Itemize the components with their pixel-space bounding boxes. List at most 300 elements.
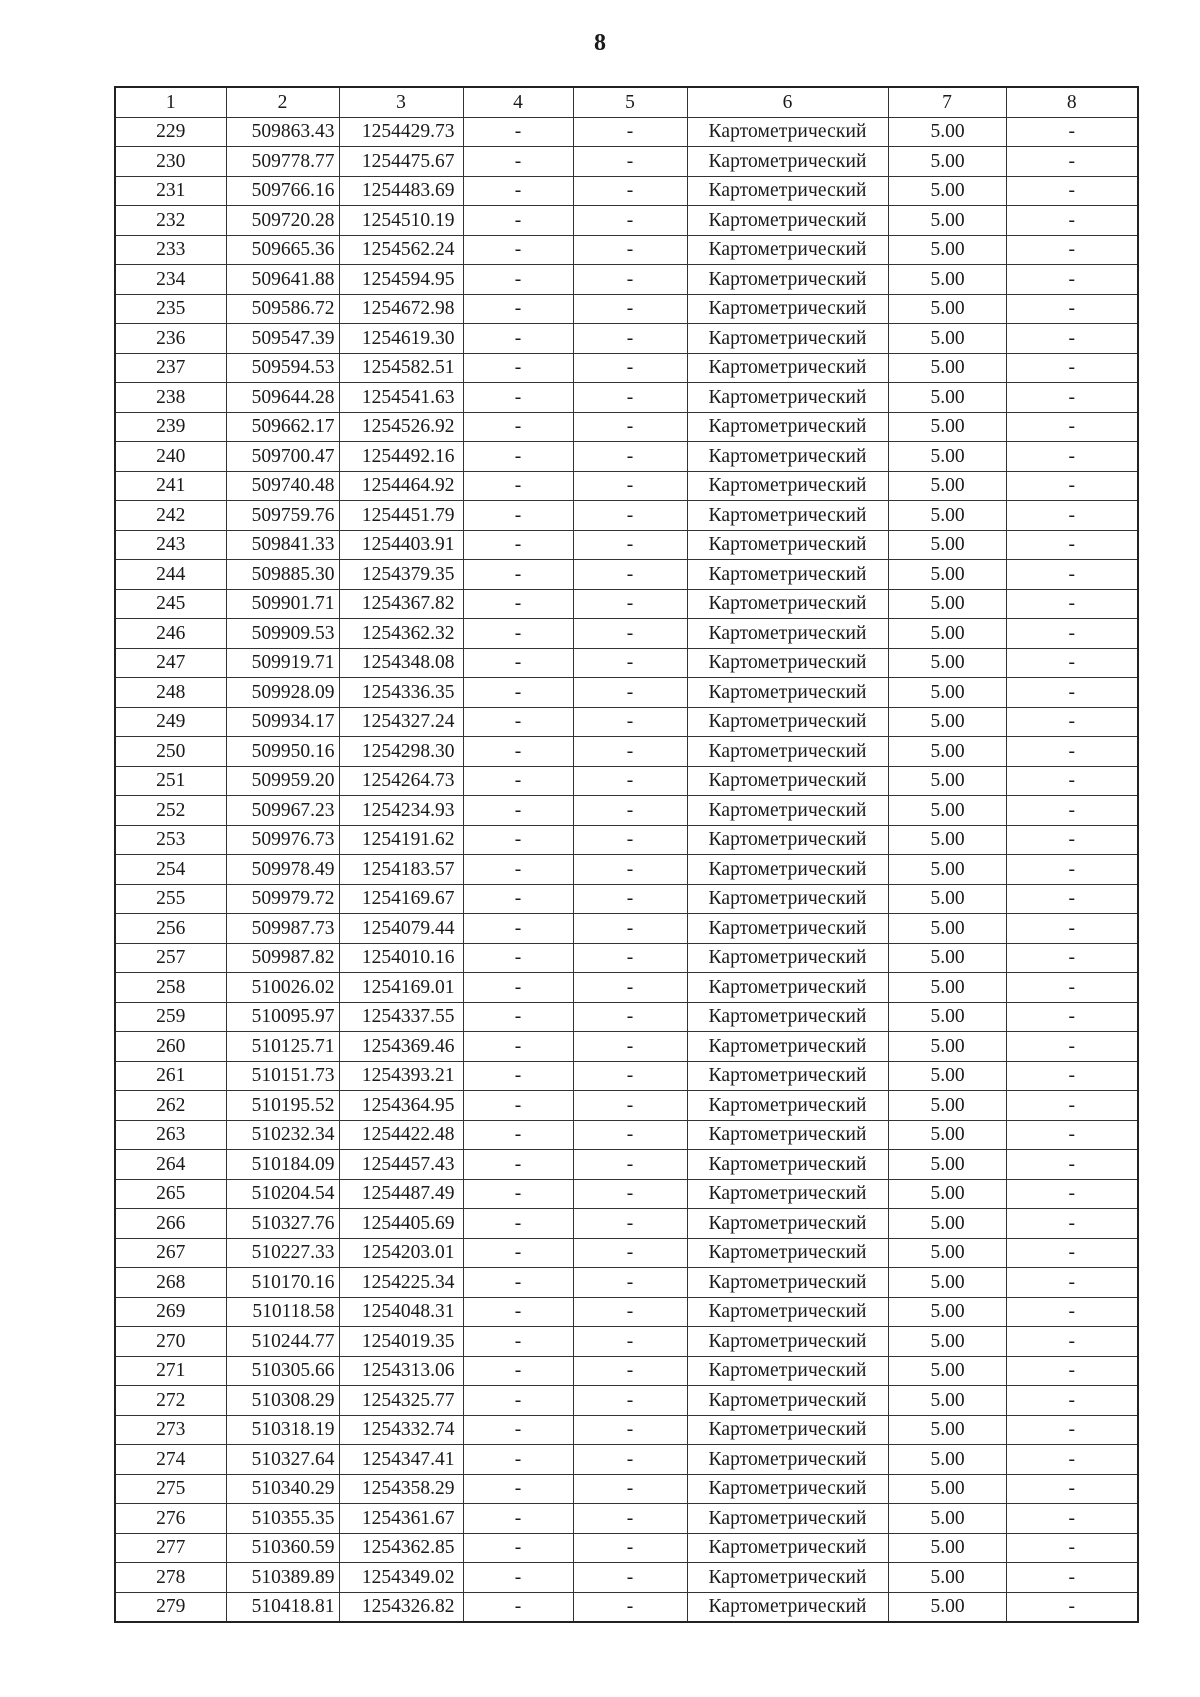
col-8-value-cell: - (1006, 1238, 1138, 1268)
point-number-cell: 276 (115, 1504, 226, 1534)
col-4-value-cell: - (463, 589, 573, 619)
precision-cell: 5.00 (888, 884, 1006, 914)
method-cell: Картометрический (687, 235, 888, 265)
table-row (115, 884, 1138, 914)
point-number-cell: 238 (115, 383, 226, 413)
x-coordinate-cell: 510244.77 (226, 1327, 339, 1357)
precision-cell: 5.00 (888, 1209, 1006, 1239)
table-row (115, 796, 1138, 826)
point-number-cell: 256 (115, 914, 226, 944)
precision-cell: 5.00 (888, 855, 1006, 885)
col-8-value-cell: - (1006, 294, 1138, 324)
method-cell: Картометрический (687, 206, 888, 236)
precision-cell: 5.00 (888, 353, 1006, 383)
method-cell: Картометрический (687, 353, 888, 383)
x-coordinate-cell: 510340.29 (226, 1474, 339, 1504)
col-4-value-cell: - (463, 737, 573, 767)
y-coordinate-cell: 1254327.24 (339, 707, 463, 737)
col-5-value-cell: - (573, 1474, 687, 1504)
col-5-value-cell: - (573, 265, 687, 295)
point-number-cell: 235 (115, 294, 226, 324)
method-cell: Картометрический (687, 1179, 888, 1209)
y-coordinate-cell: 1254358.29 (339, 1474, 463, 1504)
col-5-value-cell: - (573, 1415, 687, 1445)
col-5-value-cell: - (573, 530, 687, 560)
table-row (115, 471, 1138, 501)
col-8-value-cell: - (1006, 1061, 1138, 1091)
col-8-value-cell: - (1006, 1415, 1138, 1445)
method-cell: Картометрический (687, 1415, 888, 1445)
col-4-value-cell: - (463, 1120, 573, 1150)
point-number-cell: 272 (115, 1386, 226, 1416)
precision-cell: 5.00 (888, 589, 1006, 619)
method-cell: Картометрический (687, 914, 888, 944)
table-row (115, 855, 1138, 885)
point-number-cell: 265 (115, 1179, 226, 1209)
x-coordinate-cell: 510184.09 (226, 1150, 339, 1180)
col-5-value-cell: - (573, 973, 687, 1003)
x-coordinate-cell: 509950.16 (226, 737, 339, 767)
column-header-5: 5 (573, 87, 687, 117)
x-coordinate-cell: 510118.58 (226, 1297, 339, 1327)
x-coordinate-cell: 510232.34 (226, 1120, 339, 1150)
point-number-cell: 274 (115, 1445, 226, 1475)
method-cell: Картометрический (687, 1061, 888, 1091)
col-4-value-cell: - (463, 147, 573, 177)
col-4-value-cell: - (463, 1238, 573, 1268)
x-coordinate-cell: 509909.53 (226, 619, 339, 649)
col-8-value-cell: - (1006, 678, 1138, 708)
y-coordinate-cell: 1254348.08 (339, 648, 463, 678)
col-8-value-cell: - (1006, 943, 1138, 973)
col-8-value-cell: - (1006, 324, 1138, 354)
x-coordinate-cell: 510170.16 (226, 1268, 339, 1298)
table-row (115, 353, 1138, 383)
method-cell: Картометрический (687, 1209, 888, 1239)
point-number-cell: 262 (115, 1091, 226, 1121)
col-8-value-cell: - (1006, 1386, 1138, 1416)
col-5-value-cell: - (573, 766, 687, 796)
point-number-cell: 271 (115, 1356, 226, 1386)
table-row (115, 707, 1138, 737)
precision-cell: 5.00 (888, 1474, 1006, 1504)
precision-cell: 5.00 (888, 1592, 1006, 1622)
point-number-cell: 277 (115, 1533, 226, 1563)
col-8-value-cell: - (1006, 1297, 1138, 1327)
table-row (115, 1120, 1138, 1150)
method-cell: Картометрический (687, 1091, 888, 1121)
col-5-value-cell: - (573, 1032, 687, 1062)
y-coordinate-cell: 1254048.31 (339, 1297, 463, 1327)
method-cell: Картометрический (687, 1592, 888, 1622)
method-cell: Картометрический (687, 442, 888, 472)
table-row (115, 560, 1138, 590)
method-cell: Картометрический (687, 619, 888, 649)
y-coordinate-cell: 1254183.57 (339, 855, 463, 885)
col-4-value-cell: - (463, 1533, 573, 1563)
col-4-value-cell: - (463, 442, 573, 472)
col-5-value-cell: - (573, 914, 687, 944)
column-header-8: 8 (1006, 87, 1138, 117)
x-coordinate-cell: 509547.39 (226, 324, 339, 354)
precision-cell: 5.00 (888, 1533, 1006, 1563)
col-8-value-cell: - (1006, 973, 1138, 1003)
method-cell: Картометрический (687, 678, 888, 708)
col-8-value-cell: - (1006, 648, 1138, 678)
precision-cell: 5.00 (888, 1002, 1006, 1032)
col-8-value-cell: - (1006, 235, 1138, 265)
col-4-value-cell: - (463, 265, 573, 295)
method-cell: Картометрический (687, 1533, 888, 1563)
col-8-value-cell: - (1006, 530, 1138, 560)
precision-cell: 5.00 (888, 1150, 1006, 1180)
col-5-value-cell: - (573, 117, 687, 147)
col-5-value-cell: - (573, 1179, 687, 1209)
precision-cell: 5.00 (888, 943, 1006, 973)
precision-cell: 5.00 (888, 235, 1006, 265)
precision-cell: 5.00 (888, 707, 1006, 737)
y-coordinate-cell: 1254594.95 (339, 265, 463, 295)
precision-cell: 5.00 (888, 147, 1006, 177)
col-8-value-cell: - (1006, 117, 1138, 147)
column-header-3: 3 (339, 87, 463, 117)
column-header-4: 4 (463, 87, 573, 117)
col-5-value-cell: - (573, 1327, 687, 1357)
col-4-value-cell: - (463, 1327, 573, 1357)
col-5-value-cell: - (573, 737, 687, 767)
col-5-value-cell: - (573, 825, 687, 855)
point-number-cell: 233 (115, 235, 226, 265)
col-5-value-cell: - (573, 1504, 687, 1534)
table-row (115, 619, 1138, 649)
col-4-value-cell: - (463, 973, 573, 1003)
y-coordinate-cell: 1254313.06 (339, 1356, 463, 1386)
point-number-cell: 253 (115, 825, 226, 855)
method-cell: Картометрический (687, 825, 888, 855)
col-5-value-cell: - (573, 353, 687, 383)
method-cell: Картометрический (687, 1120, 888, 1150)
method-cell: Картометрический (687, 737, 888, 767)
col-8-value-cell: - (1006, 1091, 1138, 1121)
method-cell: Картометрический (687, 1327, 888, 1357)
col-8-value-cell: - (1006, 1150, 1138, 1180)
col-4-value-cell: - (463, 353, 573, 383)
method-cell: Картометрический (687, 589, 888, 619)
col-4-value-cell: - (463, 1504, 573, 1534)
x-coordinate-cell: 510327.64 (226, 1445, 339, 1475)
y-coordinate-cell: 1254364.95 (339, 1091, 463, 1121)
col-4-value-cell: - (463, 383, 573, 413)
col-5-value-cell: - (573, 1445, 687, 1475)
table-row (115, 1002, 1138, 1032)
table-row (115, 1563, 1138, 1593)
table-row (115, 1032, 1138, 1062)
y-coordinate-cell: 1254422.48 (339, 1120, 463, 1150)
point-number-cell: 249 (115, 707, 226, 737)
col-5-value-cell: - (573, 1061, 687, 1091)
x-coordinate-cell: 509959.20 (226, 766, 339, 796)
col-5-value-cell: - (573, 1297, 687, 1327)
col-8-value-cell: - (1006, 147, 1138, 177)
y-coordinate-cell: 1254457.43 (339, 1150, 463, 1180)
point-number-cell: 260 (115, 1032, 226, 1062)
point-number-cell: 278 (115, 1563, 226, 1593)
x-coordinate-cell: 509700.47 (226, 442, 339, 472)
col-8-value-cell: - (1006, 1032, 1138, 1062)
method-cell: Картометрический (687, 1504, 888, 1534)
x-coordinate-cell: 509987.73 (226, 914, 339, 944)
table-row (115, 973, 1138, 1003)
y-coordinate-cell: 1254451.79 (339, 501, 463, 531)
method-cell: Картометрический (687, 117, 888, 147)
col-5-value-cell: - (573, 1533, 687, 1563)
point-number-cell: 237 (115, 353, 226, 383)
x-coordinate-cell: 510355.35 (226, 1504, 339, 1534)
col-5-value-cell: - (573, 235, 687, 265)
col-4-value-cell: - (463, 471, 573, 501)
precision-cell: 5.00 (888, 117, 1006, 147)
method-cell: Картометрический (687, 943, 888, 973)
y-coordinate-cell: 1254369.46 (339, 1032, 463, 1062)
y-coordinate-cell: 1254429.73 (339, 117, 463, 147)
precision-cell: 5.00 (888, 1238, 1006, 1268)
table-row (115, 294, 1138, 324)
col-5-value-cell: - (573, 471, 687, 501)
col-5-value-cell: - (573, 1386, 687, 1416)
col-8-value-cell: - (1006, 1563, 1138, 1593)
col-5-value-cell: - (573, 1002, 687, 1032)
col-8-value-cell: - (1006, 442, 1138, 472)
point-number-cell: 248 (115, 678, 226, 708)
point-number-cell: 236 (115, 324, 226, 354)
precision-cell: 5.00 (888, 678, 1006, 708)
y-coordinate-cell: 1254393.21 (339, 1061, 463, 1091)
y-coordinate-cell: 1254203.01 (339, 1238, 463, 1268)
method-cell: Картометрический (687, 1032, 888, 1062)
col-4-value-cell: - (463, 235, 573, 265)
point-number-cell: 230 (115, 147, 226, 177)
y-coordinate-cell: 1254541.63 (339, 383, 463, 413)
col-5-value-cell: - (573, 442, 687, 472)
x-coordinate-cell: 509586.72 (226, 294, 339, 324)
x-coordinate-cell: 509885.30 (226, 560, 339, 590)
col-4-value-cell: - (463, 1563, 573, 1593)
col-8-value-cell: - (1006, 825, 1138, 855)
col-5-value-cell: - (573, 176, 687, 206)
x-coordinate-cell: 510360.59 (226, 1533, 339, 1563)
col-8-value-cell: - (1006, 589, 1138, 619)
table-row (115, 117, 1138, 147)
col-5-value-cell: - (573, 796, 687, 826)
table-row (115, 324, 1138, 354)
col-4-value-cell: - (463, 1592, 573, 1622)
coordinates-table (114, 86, 1139, 1623)
method-cell: Картометрический (687, 501, 888, 531)
col-8-value-cell: - (1006, 884, 1138, 914)
col-5-value-cell: - (573, 1238, 687, 1268)
col-4-value-cell: - (463, 1002, 573, 1032)
precision-cell: 5.00 (888, 1445, 1006, 1475)
precision-cell: 5.00 (888, 1091, 1006, 1121)
col-8-value-cell: - (1006, 914, 1138, 944)
x-coordinate-cell: 509976.73 (226, 825, 339, 855)
col-5-value-cell: - (573, 412, 687, 442)
col-8-value-cell: - (1006, 206, 1138, 236)
point-number-cell: 250 (115, 737, 226, 767)
col-5-value-cell: - (573, 294, 687, 324)
point-number-cell: 242 (115, 501, 226, 531)
x-coordinate-cell: 509901.71 (226, 589, 339, 619)
col-4-value-cell: - (463, 619, 573, 649)
col-8-value-cell: - (1006, 766, 1138, 796)
col-4-value-cell: - (463, 1179, 573, 1209)
col-8-value-cell: - (1006, 1504, 1138, 1534)
precision-cell: 5.00 (888, 1327, 1006, 1357)
col-8-value-cell: - (1006, 1327, 1138, 1357)
method-cell: Картометрический (687, 1268, 888, 1298)
x-coordinate-cell: 509987.82 (226, 943, 339, 973)
col-4-value-cell: - (463, 1445, 573, 1475)
precision-cell: 5.00 (888, 206, 1006, 236)
precision-cell: 5.00 (888, 383, 1006, 413)
col-4-value-cell: - (463, 294, 573, 324)
table-row (115, 825, 1138, 855)
x-coordinate-cell: 509641.88 (226, 265, 339, 295)
table-row (115, 1356, 1138, 1386)
precision-cell: 5.00 (888, 1297, 1006, 1327)
table-row (115, 1150, 1138, 1180)
col-4-value-cell: - (463, 530, 573, 560)
column-header-6: 6 (687, 87, 888, 117)
col-4-value-cell: - (463, 501, 573, 531)
point-number-cell: 275 (115, 1474, 226, 1504)
x-coordinate-cell: 510305.66 (226, 1356, 339, 1386)
method-cell: Картометрический (687, 1150, 888, 1180)
precision-cell: 5.00 (888, 1061, 1006, 1091)
x-coordinate-cell: 510318.19 (226, 1415, 339, 1445)
precision-cell: 5.00 (888, 1356, 1006, 1386)
table-row (115, 265, 1138, 295)
col-5-value-cell: - (573, 884, 687, 914)
y-coordinate-cell: 1254079.44 (339, 914, 463, 944)
y-coordinate-cell: 1254169.67 (339, 884, 463, 914)
col-4-value-cell: - (463, 1150, 573, 1180)
point-number-cell: 269 (115, 1297, 226, 1327)
method-cell: Картометрический (687, 855, 888, 885)
method-cell: Картометрический (687, 884, 888, 914)
y-coordinate-cell: 1254326.82 (339, 1592, 463, 1622)
method-cell: Картометрический (687, 176, 888, 206)
col-8-value-cell: - (1006, 353, 1138, 383)
precision-cell: 5.00 (888, 1120, 1006, 1150)
x-coordinate-cell: 509928.09 (226, 678, 339, 708)
col-5-value-cell: - (573, 324, 687, 354)
point-number-cell: 239 (115, 412, 226, 442)
col-8-value-cell: - (1006, 471, 1138, 501)
table-row (115, 1592, 1138, 1622)
precision-cell: 5.00 (888, 737, 1006, 767)
table-row (115, 530, 1138, 560)
x-coordinate-cell: 509778.77 (226, 147, 339, 177)
point-number-cell: 254 (115, 855, 226, 885)
y-coordinate-cell: 1254379.35 (339, 560, 463, 590)
point-number-cell: 279 (115, 1592, 226, 1622)
precision-cell: 5.00 (888, 1386, 1006, 1416)
precision-cell: 5.00 (888, 412, 1006, 442)
method-cell: Картометрический (687, 265, 888, 295)
col-5-value-cell: - (573, 1091, 687, 1121)
table-row (115, 1297, 1138, 1327)
col-4-value-cell: - (463, 943, 573, 973)
y-coordinate-cell: 1254225.34 (339, 1268, 463, 1298)
column-header-2: 2 (226, 87, 339, 117)
table-body (115, 117, 1138, 1622)
col-8-value-cell: - (1006, 1002, 1138, 1032)
table-row (115, 1533, 1138, 1563)
y-coordinate-cell: 1254362.85 (339, 1533, 463, 1563)
col-4-value-cell: - (463, 1091, 573, 1121)
x-coordinate-cell: 509594.53 (226, 353, 339, 383)
point-number-cell: 251 (115, 766, 226, 796)
point-number-cell: 257 (115, 943, 226, 973)
x-coordinate-cell: 510308.29 (226, 1386, 339, 1416)
point-number-cell: 231 (115, 176, 226, 206)
table-row (115, 766, 1138, 796)
method-cell: Картометрический (687, 766, 888, 796)
y-coordinate-cell: 1254619.30 (339, 324, 463, 354)
method-cell: Картометрический (687, 1386, 888, 1416)
y-coordinate-cell: 1254403.91 (339, 530, 463, 560)
column-header-1: 1 (115, 87, 226, 117)
col-5-value-cell: - (573, 589, 687, 619)
table-row (115, 235, 1138, 265)
point-number-cell: 252 (115, 796, 226, 826)
method-cell: Картометрический (687, 796, 888, 826)
method-cell: Картометрический (687, 471, 888, 501)
y-coordinate-cell: 1254405.69 (339, 1209, 463, 1239)
point-number-cell: 240 (115, 442, 226, 472)
point-number-cell: 270 (115, 1327, 226, 1357)
table-row (115, 589, 1138, 619)
x-coordinate-cell: 510204.54 (226, 1179, 339, 1209)
y-coordinate-cell: 1254191.62 (339, 825, 463, 855)
x-coordinate-cell: 509644.28 (226, 383, 339, 413)
col-4-value-cell: - (463, 796, 573, 826)
y-coordinate-cell: 1254234.93 (339, 796, 463, 826)
col-4-value-cell: - (463, 678, 573, 708)
y-coordinate-cell: 1254019.35 (339, 1327, 463, 1357)
col-8-value-cell: - (1006, 176, 1138, 206)
col-8-value-cell: - (1006, 1179, 1138, 1209)
col-8-value-cell: - (1006, 1268, 1138, 1298)
precision-cell: 5.00 (888, 501, 1006, 531)
table-row (115, 206, 1138, 236)
y-coordinate-cell: 1254169.01 (339, 973, 463, 1003)
col-8-value-cell: - (1006, 1120, 1138, 1150)
col-5-value-cell: - (573, 707, 687, 737)
point-number-cell: 258 (115, 973, 226, 1003)
method-cell: Картометрический (687, 294, 888, 324)
col-4-value-cell: - (463, 1356, 573, 1386)
x-coordinate-cell: 510227.33 (226, 1238, 339, 1268)
col-4-value-cell: - (463, 412, 573, 442)
y-coordinate-cell: 1254336.35 (339, 678, 463, 708)
point-number-cell: 244 (115, 560, 226, 590)
point-number-cell: 243 (115, 530, 226, 560)
y-coordinate-cell: 1254367.82 (339, 589, 463, 619)
point-number-cell: 261 (115, 1061, 226, 1091)
y-coordinate-cell: 1254349.02 (339, 1563, 463, 1593)
